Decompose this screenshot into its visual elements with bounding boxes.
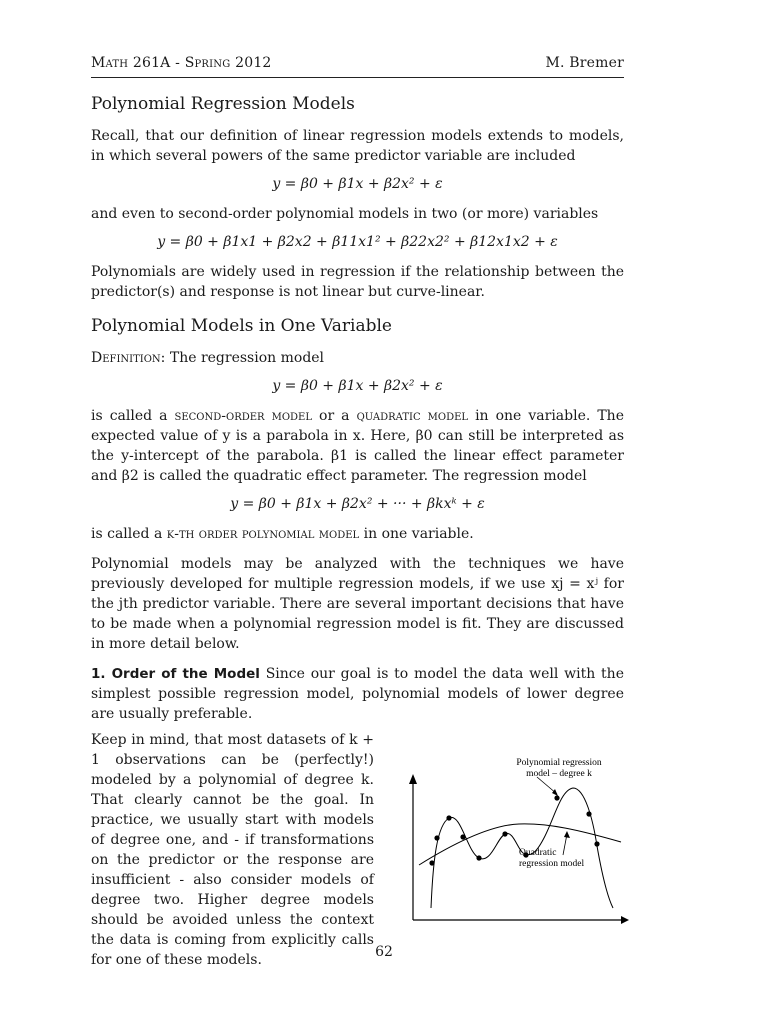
header-rule <box>91 77 624 78</box>
text-span: Since our goal is to model the data well with the simplest possible regression model, polynomial models of lower degree are usually preferable. <box>91 666 624 722</box>
pointer-quadratic-head <box>564 831 570 838</box>
data-point <box>594 841 599 846</box>
page-number: 62 <box>375 944 393 960</box>
term-kth-order-model: k-th order polynomial model <box>166 526 360 542</box>
data-point <box>460 834 465 839</box>
header-author: M. Bremer <box>545 55 624 71</box>
section-title-one-variable: Polynomial Models in One Variable <box>91 316 392 336</box>
label-polynomial-line1: Polynomial regression <box>516 758 602 768</box>
data-point <box>434 835 439 840</box>
data-points <box>429 795 599 865</box>
label-quadratic-line1: Quadratic <box>519 848 557 858</box>
data-point <box>586 811 591 816</box>
spacer <box>91 654 624 664</box>
equation-quadratic: y = β0 + β1x + β2x² + ε <box>272 176 443 192</box>
equation-kth-order: y = β0 + β1x + β2x² + ··· + βkxᵏ + ε <box>230 496 485 512</box>
equation-definition: y = β0 + β1x + β2x² + ε <box>272 378 443 394</box>
data-point <box>446 815 451 820</box>
figure-regression-curves <box>409 730 629 940</box>
definition-line <box>91 348 624 368</box>
paragraph-keep-in-mind: Keep in mind, that most datasets of k + 1 observations can be (perfectly!) modeled by a polynomial of degree k. That clearly cannot be the goal. In practice, we usually start with models of degree one, and - if transformations on the predictor or the response are insufficient - also consider models of degree two. Higher degree models should be avoided unless the context the data is coming from explicitly calls for one of these models. <box>91 732 374 968</box>
header-course: Math 261A - Spring 2012 <box>91 55 272 71</box>
term-second-order-model: second-order model <box>174 408 312 424</box>
text-span: is called a <box>91 526 167 542</box>
label-polynomial-line2: model – degree k <box>526 769 592 779</box>
paragraph-polynomials-used: Polynomials are widely used in regression if the relationship between the predictor(s) and response is not linear but curve-linear. <box>91 264 624 300</box>
text-span: or a <box>312 408 357 424</box>
paragraph-second-order: and even to second-order polynomial models in two (or more) variables <box>91 206 599 222</box>
definition-label: Definition: <box>91 350 166 366</box>
x-axis-arrow <box>621 916 629 924</box>
data-point <box>429 860 434 865</box>
text-span: in one variable. <box>359 526 474 542</box>
section-title-polynomial-regression: Polynomial Regression Models <box>91 94 355 114</box>
text-span: in one variable. The expected value of y is a parabola in x. Here, β0 can still be interpreted as the y-intercept of the parabola. β1 is called the linear effect parameter and β2 is called the quadratic effect parameter. The regression model <box>91 408 624 484</box>
term-quadratic-model: quadratic model <box>356 408 469 424</box>
y-axis-arrow <box>409 774 417 784</box>
paragraph-second-order-model <box>91 406 624 486</box>
paragraph-analysis: Polynomial models may be analyzed with the techniques we have previously developed for multiple regression models, if we use xj = xʲ for the jth predictor variable. There are several important decisions that have to be made when a polynomial regression model is fit. They are discussed in more detail below. <box>91 556 624 652</box>
float-text-column <box>91 730 374 970</box>
running-header <box>91 55 624 71</box>
spacer <box>91 544 624 554</box>
paragraph-kth-order <box>91 524 624 544</box>
paragraph-order-of-model <box>91 664 624 724</box>
subsection-label-order: 1. Order of the Model <box>91 666 260 682</box>
data-point <box>476 855 481 860</box>
data-point <box>554 795 559 800</box>
definition-text: The regression model <box>169 350 325 366</box>
text-span: is called a <box>91 408 175 424</box>
label-quadratic-line2: regression model <box>519 859 585 869</box>
equation-two-variable: y = β0 + β1x1 + β2x2 + β11x1² + β22x2² + β12x1x2 + ε <box>157 234 558 250</box>
figure-svg <box>409 730 629 940</box>
data-point <box>502 831 507 836</box>
paragraph-recall: Recall, that our definition of linear regression models extends to models, in which several powers of the same predictor variable are included <box>91 128 624 164</box>
